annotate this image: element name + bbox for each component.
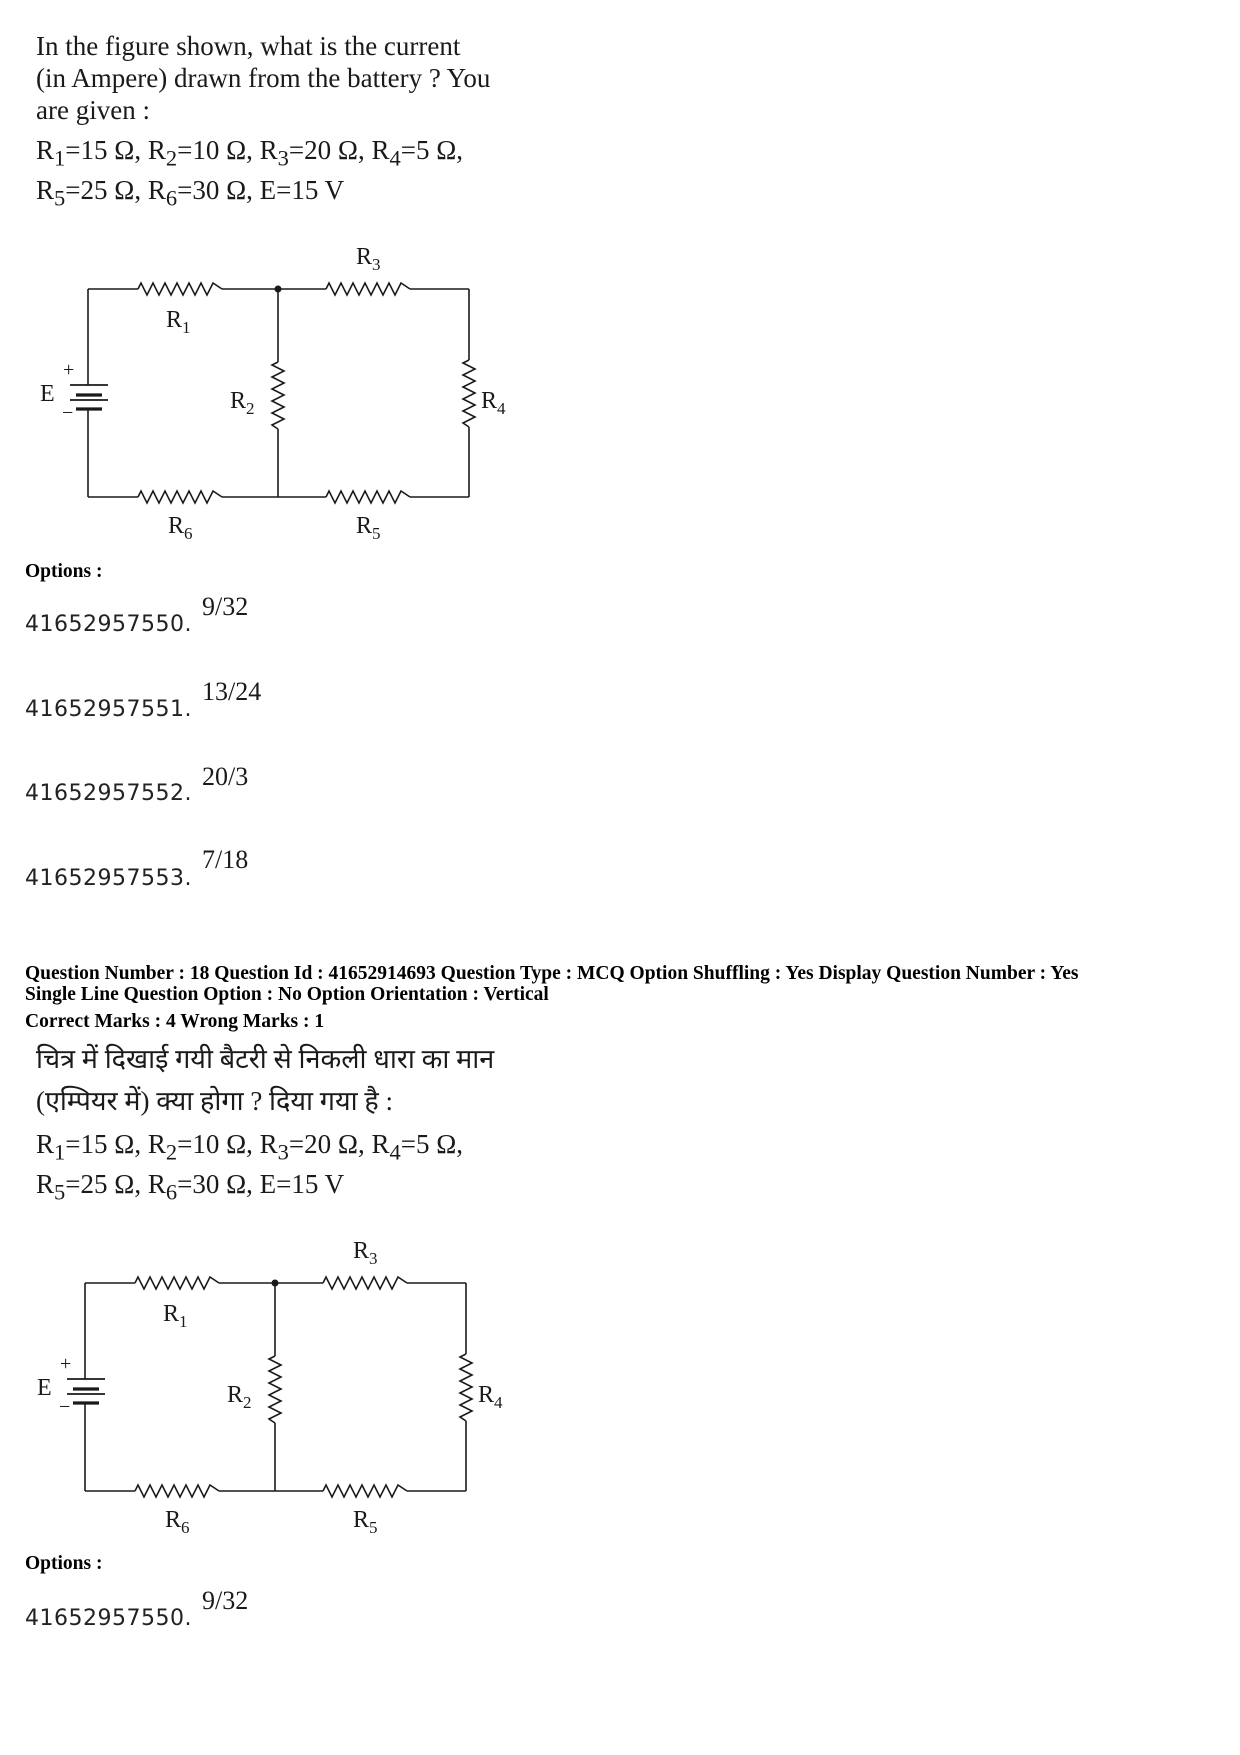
value-r2: 10 Ω,	[192, 1129, 253, 1159]
resistor-r6	[135, 1485, 219, 1497]
label-r1: $R_1$	[166, 307, 191, 337]
junction-dot	[272, 1280, 279, 1287]
option-id: 41652957550.	[25, 612, 192, 637]
resistor-r4	[460, 1354, 472, 1421]
label-minus: −	[62, 402, 74, 424]
label-r1: $R_1$	[163, 1301, 188, 1331]
label-r5: $R_5$	[353, 1507, 378, 1537]
value-r6: 30 Ω,	[192, 1169, 253, 1200]
option-id: 41652957550.	[25, 1606, 192, 1631]
option-value: 20/3	[202, 762, 249, 791]
label-plus: +	[63, 359, 75, 381]
value-r1: 15 Ω,	[80, 1129, 142, 1159]
option-id: 41652957552.	[25, 781, 192, 806]
resistor-r2	[269, 1356, 281, 1423]
option-value: 9/32	[202, 1586, 249, 1615]
label-r3: $R_3$	[356, 244, 381, 274]
question-line: (एम्पियर में) क्या होगा ? दिया गया है :	[36, 1086, 393, 1116]
question-line: In the figure shown, what is the current	[36, 31, 461, 61]
resistor-r3	[323, 1277, 407, 1289]
option-value: 7/18	[202, 845, 249, 874]
meta-line: Correct Marks : 4 Wrong Marks : 1	[25, 1011, 325, 1032]
value-r6: 30 Ω,	[192, 175, 253, 206]
label-r4: $R_4$	[478, 1382, 503, 1412]
value-r3: 20 Ω,	[304, 1129, 365, 1159]
question-line: (in Ampere) drawn from the battery ? You	[36, 63, 491, 93]
battery-e	[67, 1379, 105, 1403]
label-e: E	[40, 381, 55, 407]
value-r1: 15 Ω,	[80, 135, 142, 165]
value-r4: 5 Ω,	[415, 1129, 464, 1159]
options-heading: Options :	[25, 561, 103, 582]
options-heading: Options :	[25, 1553, 103, 1574]
given-values-english: $R_1=15$ Ω, $R_2=10$ Ω, $R_3=20$ Ω, $R_4=5$ Ω, $R_5=25$ Ω, $R_6=30$ Ω, E=15 V	[36, 135, 464, 211]
label-r5: $R_5$	[356, 513, 381, 543]
given-values-hindi: $R_1=15$ Ω, $R_2=10$ Ω, $R_3=20$ Ω, $R_4=5$ Ω, $R_5=25$ Ω, $R_6=30$ Ω, E=15 V	[36, 1129, 464, 1205]
question-line: are given :	[36, 95, 150, 125]
label-e: E	[37, 1375, 52, 1401]
meta-line: Question Number : 18 Question Id : 41652914693 Question Type : MCQ Option Shuffling : Yes Display Question Number : Yes	[25, 963, 1079, 984]
label-r2: $R_2$	[230, 388, 255, 418]
option-value: 9/32	[202, 592, 249, 621]
value-e: 15 V	[291, 1169, 345, 1200]
label-r2: $R_2$	[227, 1382, 252, 1412]
resistor-r5	[323, 1485, 407, 1497]
value-r4: 5 Ω,	[415, 135, 464, 165]
label-minus: −	[59, 1396, 71, 1418]
label-r3: $R_3$	[353, 1238, 378, 1268]
resistor-r1	[135, 1277, 219, 1289]
label-r6: $R_6$	[165, 1507, 190, 1537]
meta-line: Single Line Question Option : No Option Orientation : Vertical	[25, 984, 549, 1005]
label-r4: $R_4$	[481, 388, 506, 418]
value-e: 15 V	[291, 175, 345, 206]
value-r5: 25 Ω,	[80, 175, 142, 206]
value-r2: 10 Ω,	[192, 135, 253, 165]
option-value: 13/24	[202, 677, 262, 706]
option-id: 41652957551.	[25, 697, 192, 722]
label-r6: $R_6$	[168, 513, 193, 543]
value-r3: 20 Ω,	[304, 135, 365, 165]
option-id: 41652957553.	[25, 866, 192, 891]
question-line: चित्र में दिखाई गयी बैटरी से निकली धारा का मान	[36, 1044, 495, 1074]
value-r5: 25 Ω,	[80, 1169, 142, 1200]
label-plus: +	[60, 1353, 72, 1375]
